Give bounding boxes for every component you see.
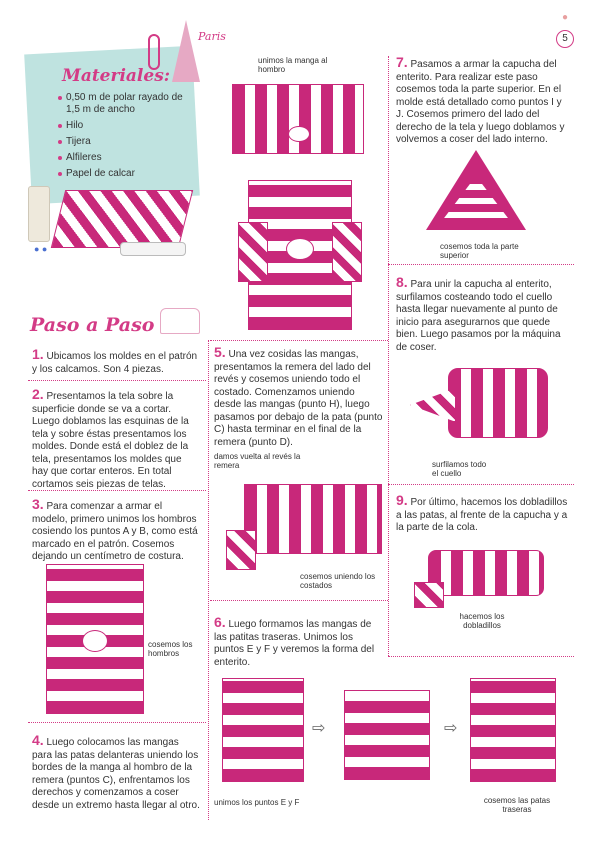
step-1 — [32, 348, 200, 376]
material-item: Tijera — [58, 136, 186, 148]
step-text: Para comenzar a armar el modelo, primero unimos los hombros cosiendo los puntos A y B, como está marcado en el patrón. Cosemos dejando un centímetro de costura. — [32, 501, 198, 562]
material-item: 0,50 m de polar rayado de 1,5 m de ancho — [58, 92, 186, 116]
materials-title: Materiales: — [62, 66, 171, 86]
hem-leg-illustration — [414, 582, 444, 608]
step-text: Una vez cosidas las mangas, presentamos la remera del lado del revés y cosemos uniendo todo el costado. Comenzamos uniendo desde las mangas (punto H), luego pasamos por debajo de la pata (punto C) hasta terminar en el final de la remera (punto D). — [214, 349, 383, 448]
step-text: Luego formamos las mangas de las patitas traseras. Unimos los puntos E y F y veremos la forma del enterito. — [214, 619, 375, 668]
step-4 — [32, 734, 200, 812]
step-number: 3. — [32, 496, 44, 512]
ef-label: unimos los puntos E y F — [214, 798, 300, 807]
step-text: Pasamos a armar la capucha del enterito. Para realizar este paso cosemos toda la parte superior. En el molde está detallado como puntos I y J. Cosemos primero del lado del derecho de la tela y luego doblamos y volvemos a coser del lado interno. — [396, 59, 565, 145]
step-text: Presentamos la tela sobre la superficie donde se va a cortar. Luego doblamos las esquinas de la tela y sobre éstas presentamos los moldes. Donde está el doblez de la tela, presentamos los moldes que hay que cortar enteros. En total cortamos seis piezas de telas. — [32, 391, 189, 490]
paperclip-icon — [148, 34, 160, 70]
superior-label: cosemos toda la parte superior — [440, 242, 519, 260]
step-number: 4. — [32, 732, 44, 748]
folded-sleeve-illustration — [226, 530, 256, 570]
step-number: 9. — [396, 492, 408, 508]
material-item: Hilo — [58, 120, 186, 132]
step-text: Para unir la capucha al enterito, surfilamos costeando todo el cuello hasta llegar nuevamente al punto de inicio para asegurarnos que quede bien. Luego pasamos por la máquina de coser. — [396, 279, 561, 353]
sewing-machine-icon — [160, 308, 200, 334]
step-7 — [396, 56, 572, 147]
step-number: 6. — [214, 614, 226, 630]
materials-list — [58, 92, 186, 184]
eiffel-tower-icon — [172, 20, 200, 82]
hood-side-illustration — [410, 388, 456, 422]
paris-label: Paris — [198, 30, 226, 43]
material-item: Alfileres — [58, 152, 186, 164]
tape-measure-icon — [120, 242, 186, 256]
step-5 — [214, 346, 384, 449]
reves-label: damos vuelta al revés la remera — [214, 452, 301, 470]
step-number: 1. — [32, 346, 44, 362]
step-3 — [32, 498, 200, 564]
sleeve-join-illustration — [232, 84, 364, 154]
step-6 — [214, 616, 384, 669]
step-number: 7. — [396, 54, 408, 70]
step-number: 8. — [396, 274, 408, 290]
step-8 — [396, 276, 572, 354]
shoulder-label: unimos la manga al hombro — [258, 56, 328, 74]
step-number: 2. — [32, 386, 44, 402]
folded-fabric-image — [51, 190, 193, 248]
left-sleeve-illustration — [238, 222, 268, 282]
step-text: Luego colocamos las mangas para las patas delanteras uniendo los bordes de la manga al hombro de la remera (puntos C), enfrentamos los derechos y comenzamos a coser desde un extremo hasta llegar al otro. — [32, 737, 200, 811]
jumpsuit-finished-illustration — [470, 678, 556, 782]
pins-icon: ● ● — [34, 244, 48, 254]
hem-illustration — [428, 550, 544, 596]
thread-spool-icon — [28, 186, 50, 242]
step-2 — [32, 388, 200, 491]
jumpsuit-rear-illustration — [344, 690, 430, 780]
step-text: Por último, hacemos los dobladillos a las patas, al frente de la capucha y a la parte de la cola. — [396, 497, 568, 533]
traseras-label: cosemos las patas traseras — [483, 796, 551, 814]
cuello-label: surfilamos todo el cuello — [432, 460, 487, 478]
section-title: Paso a Paso — [30, 314, 155, 336]
step-text: Ubicamos los moldes en el patrón y los calcamos. Son 4 piezas. — [32, 351, 198, 375]
inside-out-shirt-illustration — [244, 484, 382, 554]
arrow-icon: ⇨ — [312, 720, 326, 737]
paw-icon: ● — [562, 12, 569, 23]
dobladillos-label: hacemos los dobladillos — [459, 612, 505, 630]
arrow-icon: ⇨ — [444, 720, 458, 737]
page-number: 5 — [556, 30, 574, 48]
material-item: Papel de calcar — [58, 168, 186, 180]
step-9 — [396, 494, 572, 535]
jumpsuit-flat-illustration — [222, 678, 304, 782]
costados-label: cosemos uniendo los costados — [300, 572, 376, 590]
hombros-label: cosemos los hombros — [148, 640, 193, 658]
step-number: 5. — [214, 344, 226, 360]
right-sleeve-illustration — [332, 222, 362, 282]
hood-attach-illustration — [448, 368, 548, 438]
